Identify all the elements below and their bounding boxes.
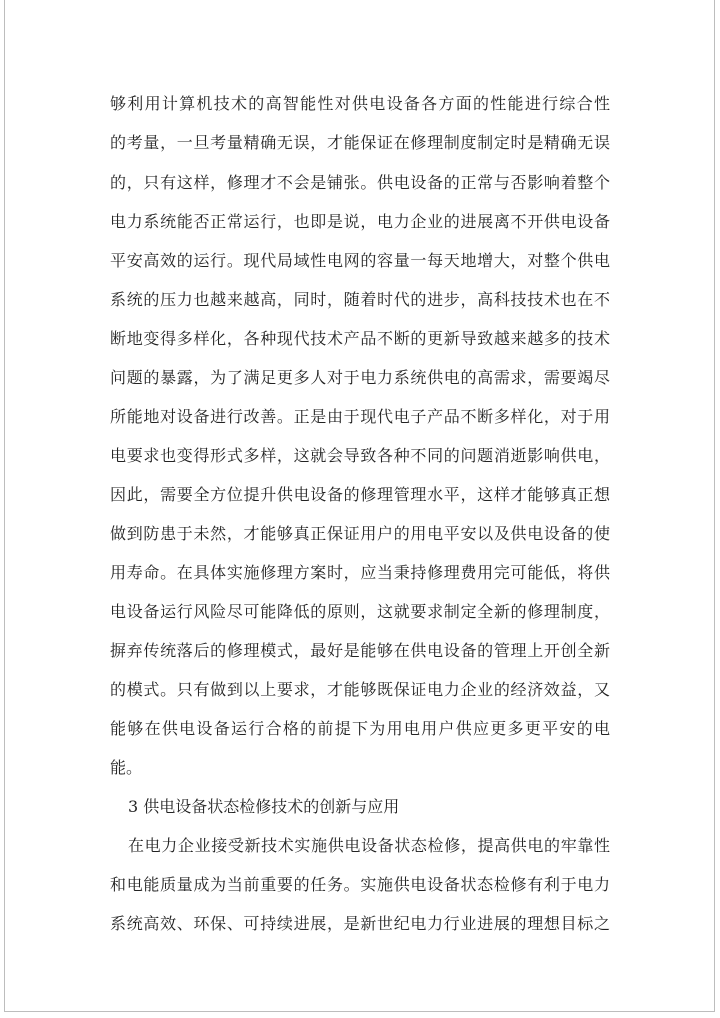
text-line: 在电力企业接受新技术实施供电设备状态检修，提高供电的牢靠性 <box>128 836 610 855</box>
text-line: 的模式。只有做到以上要求，才能够既保证电力企业的经济效益，又 <box>110 680 610 699</box>
text-line: 的考量，一旦考量精确无误，才能保证在修理制度制定时是精确无误 <box>110 133 610 152</box>
text-line: 能够在供电设备运行合格的前提下为用电用户供应更多更平安的电 <box>110 719 610 738</box>
text-line: 平安高效的运行。现代局域性电网的容量一每天地增大，对整个供电 <box>110 251 610 270</box>
text-line: 电力系统能否正常运行，也即是说，电力企业的进展离不开供电设备 <box>110 212 610 231</box>
text-line: 电要求也变得形式多样，这就会导致各种不同的问题消逝影响供电， <box>110 446 610 465</box>
text-line: 够利用计算机技术的高智能性对供电设备各方面的性能进行综合性 <box>110 94 610 113</box>
text-line: 的，只有这样，修理才不会是铺张。供电设备的正常与否影响着整个 <box>110 173 610 192</box>
text-line: 电设备运行风险尽可能降低的原则，这就要求制定全新的修理制度， <box>110 602 610 621</box>
text-line: 因此，需要全方位提升供电设备的修理管理水平，这样才能够真正想 <box>110 485 610 504</box>
text-line: 所能地对设备进行改善。正是由于现代电子产品不断多样化，对于用 <box>110 407 610 426</box>
section-heading: 3 供电设备状态检修技术的创新与应用 <box>128 797 400 816</box>
text-line: 系统的压力也越来越高，同时，随着时代的进步，高科技技术也在不 <box>110 290 610 309</box>
text-line: 问题的暴露，为了满足更多人对于电力系统供电的高需求，需要竭尽 <box>110 368 610 387</box>
text-line: 断地变得多样化，各种现代技术产品不断的更新导致越来越多的技术 <box>110 329 610 348</box>
text-line: 摒弃传统落后的修理模式，最好是能够在供电设备的管理上开创全新 <box>110 641 610 660</box>
text-line: 系统高效、环保、可持续进展，是新世纪电力行业进展的理想目标之 <box>110 914 610 933</box>
text-line: 能。 <box>110 758 143 777</box>
text-line: 用寿命。在具体实施修理方案时，应当秉持修理费用完可能低，将供 <box>110 563 610 582</box>
text-line: 和电能质量成为当前重要的任务。实施供电设备状态检修有利于电力 <box>110 875 610 894</box>
text-line: 做到防患于未然，才能够真正保证用户的用电平安以及供电设备的使 <box>110 524 610 543</box>
